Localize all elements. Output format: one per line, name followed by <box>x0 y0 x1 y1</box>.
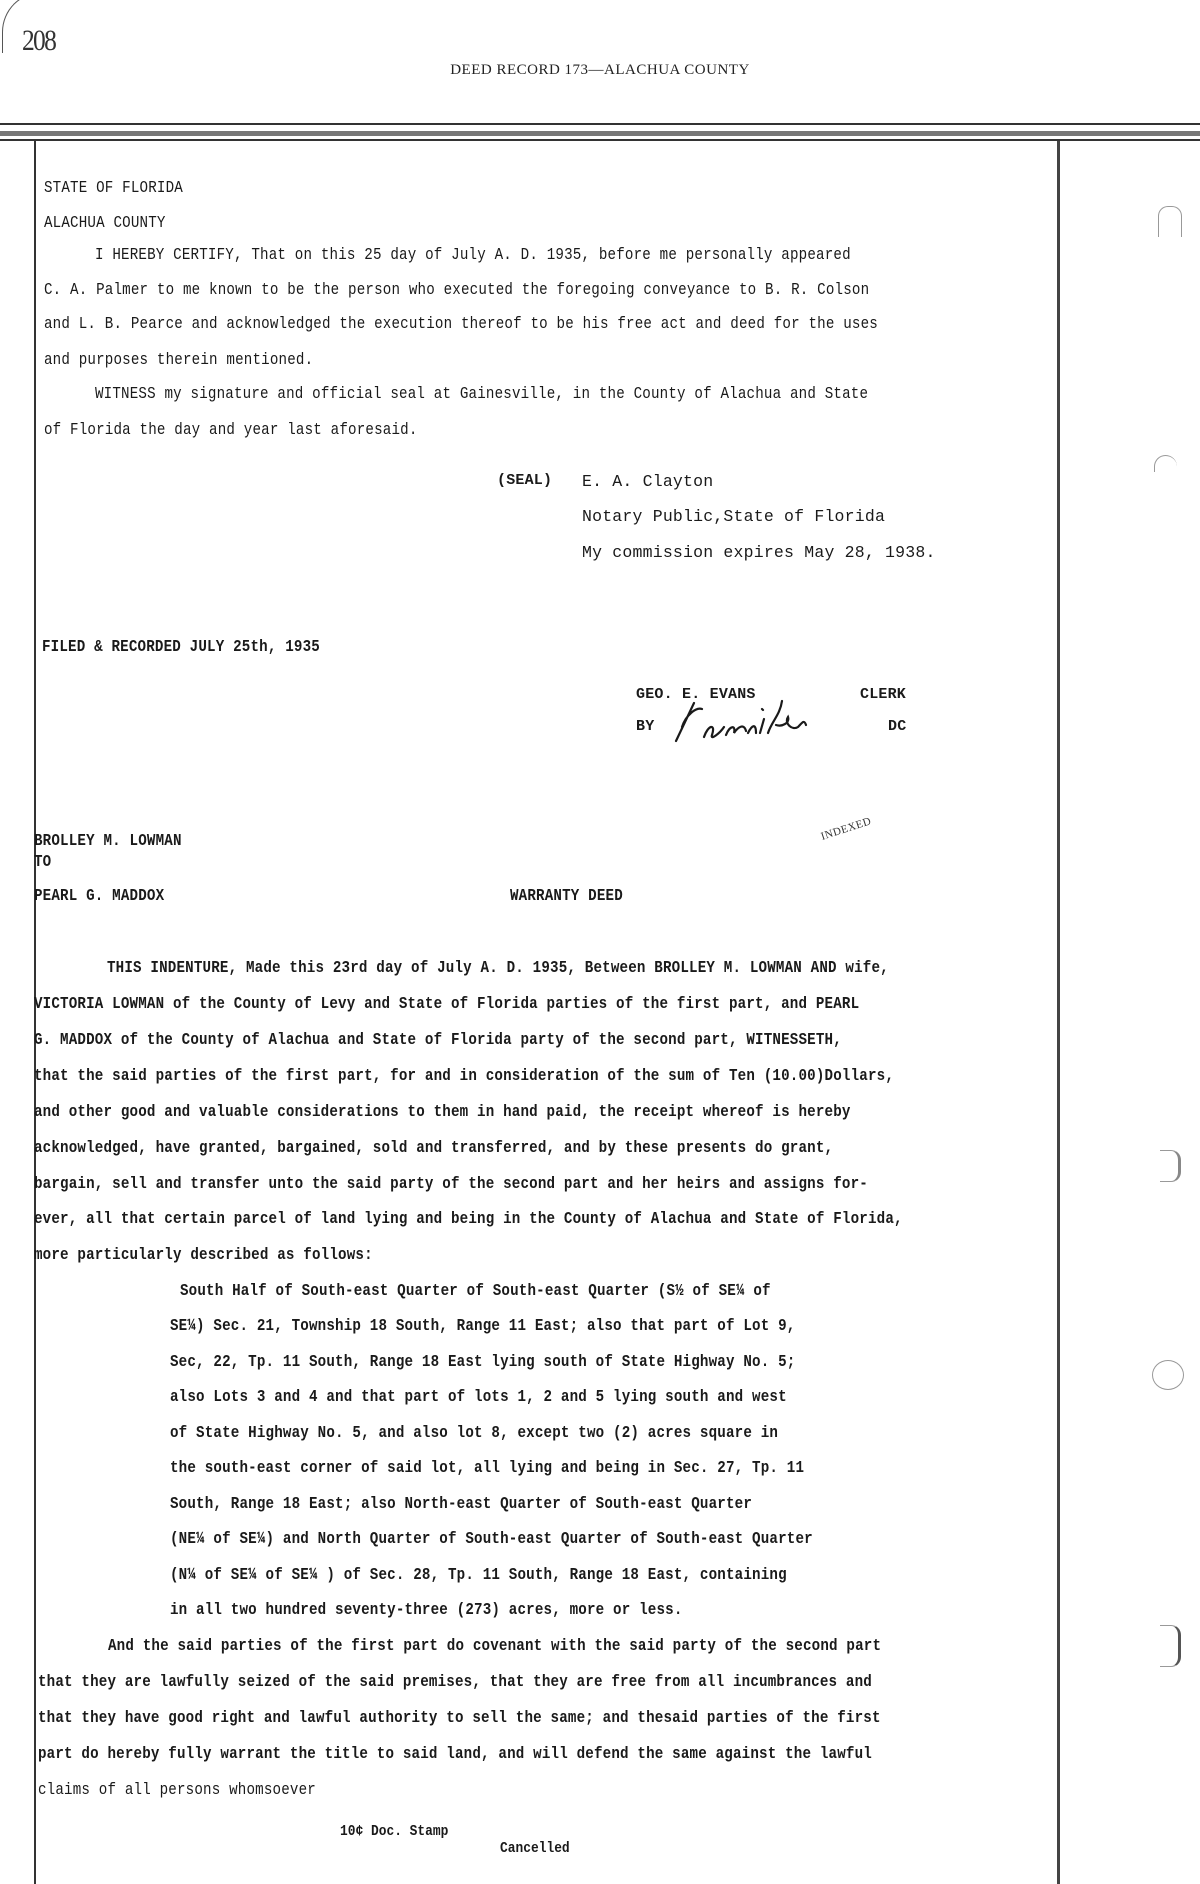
deed-body-line: and other good and valuable considerations to them in hand paid, the receipt whereof is hereby <box>34 1102 851 1121</box>
description-line: in all two hundred seventy-three (273) acres, more or less. <box>170 1600 683 1619</box>
binder-hole-mark <box>1154 455 1177 472</box>
county-heading: ALACHUA COUNTY <box>44 213 166 232</box>
seal-label: (SEAL) <box>497 472 553 489</box>
deed-body-line: acknowledged, have granted, bargained, sold and transferred, and by these presents do grant, <box>34 1138 834 1157</box>
binder-hole-mark <box>1158 206 1182 237</box>
description-line: (NE¼ of SE¼) and North Quarter of South-east Quarter of South-east Quarter <box>170 1529 813 1548</box>
deed-body-line: ever, all that certain parcel of land lying and being in the County of Alachua and State of Florida, <box>34 1209 903 1228</box>
covenant-line: that they have good right and lawful authority to sell the same; and thesaid parties of the first <box>38 1708 881 1727</box>
notary-commission: My commission expires May 28, 1938. <box>582 543 936 562</box>
binder-hole-mark <box>1160 1150 1181 1182</box>
by-label: BY <box>636 718 655 735</box>
to-label: TO <box>34 852 52 871</box>
page-number: 208 <box>22 24 56 57</box>
doc-stamp-cancelled: Cancelled <box>500 1840 570 1857</box>
deed-body-line: G. MADDOX of the County of Alachua and State of Florida party of the second part, WITNESSETH, <box>34 1030 842 1049</box>
deputy-clerk-signature <box>672 697 872 745</box>
indexed-stamp: INDEXED <box>819 815 873 843</box>
description-line: (N¼ of SE¼ of SE¼ ) of Sec. 28, Tp. 11 South, Range 18 East, containing <box>170 1565 787 1584</box>
description-line: the south-east corner of said lot, all lying and being in Sec. 27, Tp. 11 <box>170 1458 805 1477</box>
acknowledgment-line: WITNESS my signature and official seal at Gainesville, in the County of Alachua and State <box>95 384 869 403</box>
clerk-title: CLERK <box>860 686 907 703</box>
header-rule <box>0 123 1200 125</box>
acknowledgment-line: and L. B. Pearce and acknowledged the execution thereof to be his free act and deed for the uses <box>44 314 878 333</box>
deed-type: WARRANTY DEED <box>510 886 623 905</box>
covenant-line: that they are lawfully seized of the said premises, that they are free from all incumbrances and <box>38 1672 872 1691</box>
binder-hole-mark <box>1160 1625 1181 1667</box>
clerk-name: GEO. E. EVANS <box>636 686 756 703</box>
deed-body-line: more particularly described as follows: <box>34 1245 373 1264</box>
acknowledgment-line: I HEREBY CERTIFY, That on this 25 day of July A. D. 1935, before me personally appeared <box>95 245 851 264</box>
deed-body-line: bargain, sell and transfer unto the said party of the second part and her heirs and assigns for- <box>34 1174 868 1193</box>
covenant-line: And the said parties of the first part do covenant with the said party of the second part <box>108 1636 882 1655</box>
description-line: South, Range 18 East; also North-east Quarter of South-east Quarter <box>170 1494 753 1513</box>
description-line: Sec, 22, Tp. 11 South, Range 18 East lying south of State Highway No. 5; <box>170 1352 796 1371</box>
description-line: also Lots 3 and 4 and that part of lots 1, 2 and 5 lying south and west <box>170 1387 787 1406</box>
deed-body-line: VICTORIA LOWMAN of the County of Levy and State of Florida parties of the first part, and PEARL <box>34 994 860 1013</box>
description-line: SE¼) Sec. 21, Township 18 South, Range 11 East; also that part of Lot 9, <box>170 1316 796 1335</box>
right-margin-border <box>1057 141 1060 1884</box>
page-header-title: DEED RECORD 173—ALACHUA COUNTY <box>450 62 750 78</box>
notary-name: E. A. Clayton <box>582 472 714 491</box>
doc-stamp-note: 10¢ Doc. Stamp <box>340 1823 449 1840</box>
filed-recorded-date: FILED & RECORDED JULY 25th, 1935 <box>42 637 321 656</box>
deed-body-line: THIS INDENTURE, Made this 23rd day of July A. D. 1935, Between BROLLEY M. LOWMAN AND wife, <box>107 958 889 977</box>
state-heading: STATE OF FLORIDA <box>44 178 184 197</box>
grantor-name: BROLLEY M. LOWMAN <box>34 831 182 850</box>
acknowledgment-line: C. A. Palmer to me known to be the person who executed the foregoing conveyance to B. R. Colson <box>44 280 870 299</box>
binder-hole-mark <box>1152 1360 1184 1390</box>
notary-title: Notary Public,State of Florida <box>582 507 886 526</box>
dc-label: DC <box>888 718 907 735</box>
covenant-line: part do hereby fully warrant the title to said land, and will defend the same against the lawful <box>38 1744 872 1763</box>
header-rule <box>0 139 1200 141</box>
description-line: South Half of South-east Quarter of South-east Quarter (S½ of SE¼ of <box>180 1281 771 1300</box>
grantee-name: PEARL G. MADDOX <box>34 886 165 905</box>
covenant-line: claims of all persons whomsoever <box>38 1780 317 1799</box>
deed-body-line: that the said parties of the first part, for and in consideration of the sum of Ten (10.00)Dollars, <box>34 1066 895 1085</box>
header-rule-thick <box>0 131 1200 136</box>
acknowledgment-line: and purposes therein mentioned. <box>44 350 314 369</box>
description-line: of State Highway No. 5, and also lot 8, except two (2) acres square in <box>170 1423 779 1442</box>
acknowledgment-line: of Florida the day and year last aforesaid. <box>44 420 418 439</box>
